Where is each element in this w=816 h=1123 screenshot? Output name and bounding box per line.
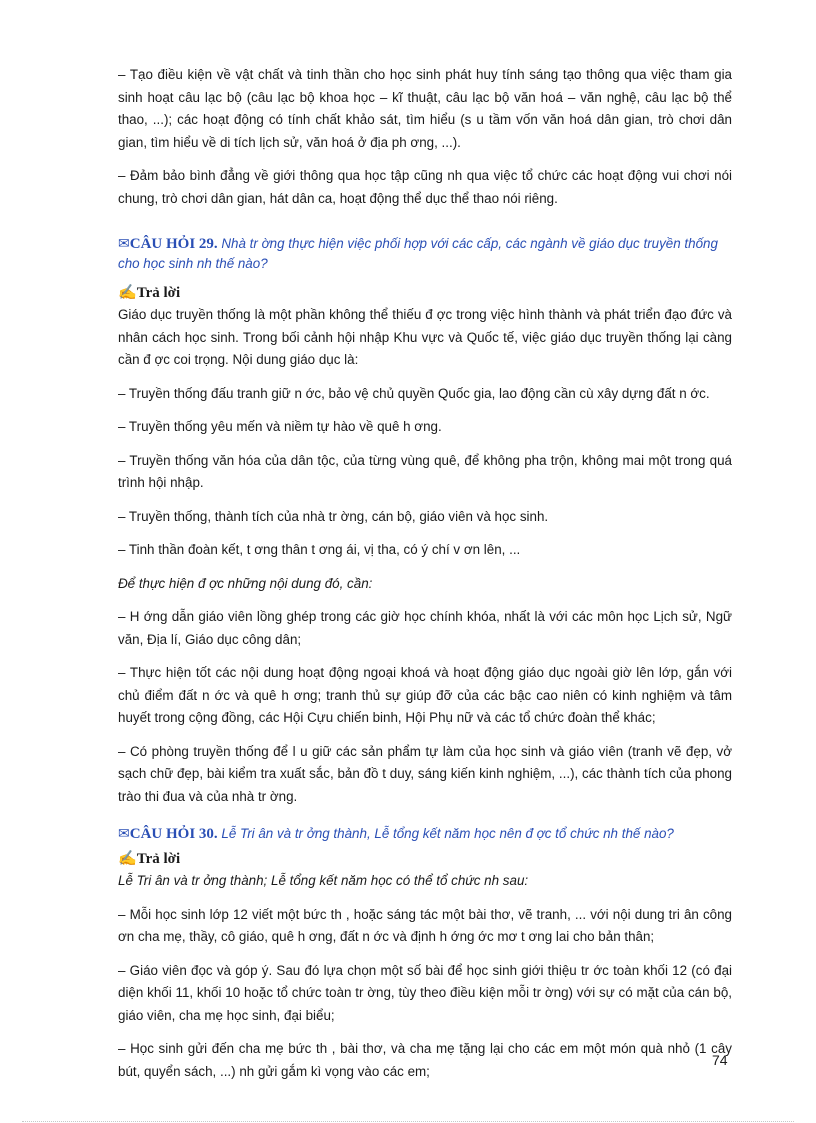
answer-29-heading xyxy=(118,282,732,304)
question-29 xyxy=(118,233,732,274)
answer-29-how-item: – H ớng dẫn giáo viên lồng ghép trong các giờ học chính khóa, nhất là với các môn học Lịch sử, Ngữ văn, Địa lí, Giáo dục công dân; xyxy=(118,609,732,647)
question-30 xyxy=(118,823,732,844)
envelope-icon: ✉ xyxy=(118,825,130,841)
answer-29-item: – Tinh thần đoàn kết, t ơng thân t ơng ái, vị tha, có ý chí v ơn lên, ... xyxy=(118,542,521,557)
intro-paragraph-1: – Tạo điều kiện về vật chất và tinh thần cho học sinh phát huy tính sáng tạo thông qua việc tham gia sinh hoạt câu lạc bộ (câu lạc bộ khoa học – kĩ thuật, câu lạc bộ văn hoá – văn nghệ, câu lạc bộ thể thao, ...); các hoạt động có tính chất khảo sát, tìm hiểu (s u tầm vốn văn hoá dân gian, trò chơi dân gian, tìm hiểu về di tích lịch sử, văn hoá ở địa ph ơng, ...). xyxy=(118,67,732,150)
answer-30-lead: Lễ Tri ân và tr ởng thành; Lễ tổng kết năm học có thể tổ chức nh sau: xyxy=(118,873,529,888)
question-29-title: CÂU HỎI 29. xyxy=(129,236,218,252)
answer-29-label: Trả lời xyxy=(136,285,181,301)
question-30-text: Lễ Tri ân và tr ởng thành, Lễ tổng kết năm học nên đ ợc tổ chức nh thế nào? xyxy=(221,826,674,841)
answer-30-item: – Học sinh gửi đến cha mẹ bức th , bài thơ, và cha mẹ tặng lại cho các em một món quà nhỏ (1 cây bút, quyển sách, ...) nh gửi gắm kì vọng vào các em; xyxy=(118,1041,732,1079)
envelope-icon: ✉ xyxy=(118,235,130,251)
writing-hand-icon: ✍ xyxy=(118,851,137,867)
answer-29-how-item: – Thực hiện tốt các nội dung hoạt động ngoại khoá và hoạt động giáo dục ngoài giờ lên lớp, gắn với chủ điểm đất n ớc và quê h ơng; tranh thủ sự giúp đỡ của các bậc cao niên có kinh nghiệm và tâm huyết trong cộng đồng, các Hội Cựu chiến binh, Hội Phụ nữ và các tổ chức đoàn thể khác; xyxy=(118,665,732,725)
answer-30-heading xyxy=(118,848,732,870)
answer-29-how-label: Để thực hiện đ ợc những nội dung đó, cần: xyxy=(118,575,373,591)
answer-29-item: – Truyền thống, thành tích của nhà tr ờng, cán bộ, giáo viên và học sinh. xyxy=(118,508,549,524)
question-29-text: Nhà tr ờng thực hiện việc phối hợp với các cấp, các ngành về giáo dục truyền thống cho học sinh nh thế nào? xyxy=(118,236,718,271)
intro-paragraph-2: – Đảm bảo bình đẳng về giới thông qua học tập cũng nh qua việc tổ chức các hoạt động vui chơi nói chung, trò chơi dân gian, hát dân ca, hoạt động thể dục thể thao nói riêng. xyxy=(118,168,732,206)
page-number: 74 xyxy=(712,1052,728,1068)
answer-30-item: – Mỗi học sinh lớp 12 viết một bức th , hoặc sáng tác một bài thơ, vẽ tranh, ... với nội dung tri ân công ơn cha mẹ, thầy, cô giáo, quê h ơng, đất n ớc và định h ớng ớc mơ t ơng lai cho bản thân; xyxy=(118,906,732,944)
answer-30-item: – Giáo viên đọc và góp ý. Sau đó lựa chọn một số bài để học sinh giới thiệu tr ớc toàn khối 12 (có đại diện khối 11, khối 10 hoặc tổ chức toàn tr ờng, tùy theo điều kiện mỗi tr ờng) với sự có mặt của cán bộ, giáo viên, cha mẹ học sinh, đại biểu; xyxy=(118,962,732,1023)
question-30-title: CÂU HỎI 30. xyxy=(129,826,218,842)
answer-29-item: – Truyền thống văn hóa của dân tộc, của từng vùng quê, để không pha trộn, không mai một trong quá trình hội nhập. xyxy=(118,452,732,490)
document-page xyxy=(118,0,732,1083)
answer-30-label: Trả lời xyxy=(136,851,181,867)
writing-hand-icon: ✍ xyxy=(118,285,137,301)
answer-29-item: – Truyền thống yêu mến và niềm tự hào về quê h ơng. xyxy=(118,419,442,434)
answer-29-item: – Truyền thống đấu tranh giữ n ớc, bảo vệ chủ quyền Quốc gia, lao động cần cù xây dựng đất n ớc. xyxy=(118,385,710,401)
answer-29-how-item: – Có phòng truyền thống để l u giữ các sản phẩm tự làm của học sinh và giáo viên (tranh vẽ đẹp, vở sạch chữ đẹp, bài kiểm tra xuất sắc, bản đồ t duy, sáng kiến kinh nghiệm, ...), các thành tích của phong trào thi đua và của nhà tr ờng. xyxy=(118,743,732,804)
footer-divider xyxy=(22,1121,794,1122)
answer-29-lead: Giáo dục truyền thống là một phần không thể thiếu đ ợc trong việc hình thành và phát triển đạo đức và nhân cách học sinh. Trong bối cảnh hội nhập Khu vực và Quốc tế, việc giáo dục truyền thống lại càng cần đ ợc coi trọng. Nội dung giáo dục là: xyxy=(118,307,732,367)
